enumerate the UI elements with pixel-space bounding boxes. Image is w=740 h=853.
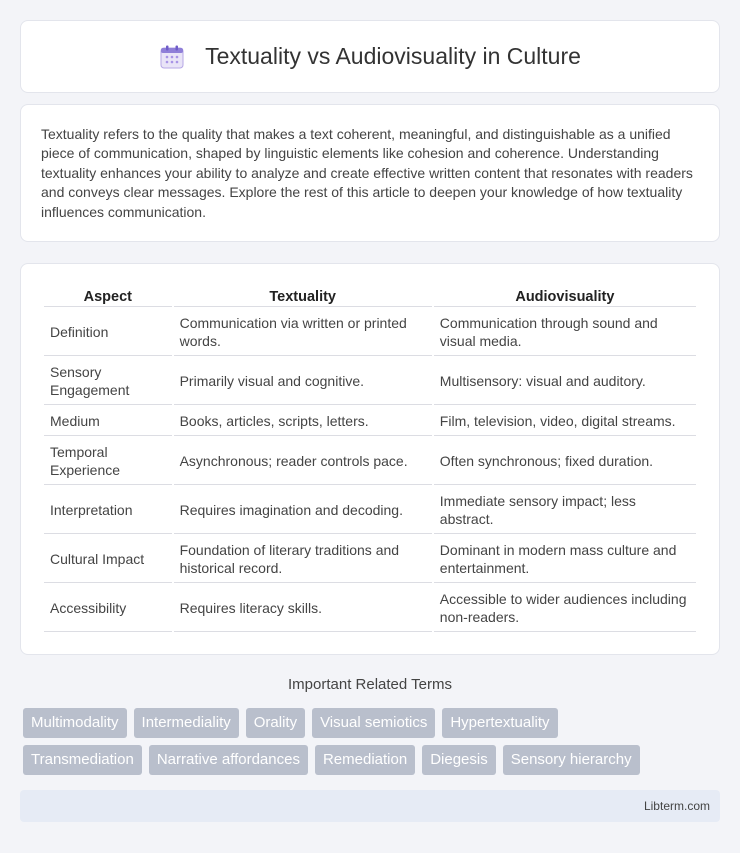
cell-textuality: Foundation of literary traditions and historical record.	[174, 536, 432, 583]
related-terms-heading: Important Related Terms	[288, 676, 452, 693]
cell-audiovisuality: Accessible to wider audiences including non-readers.	[434, 585, 696, 632]
footer-brand-link[interactable]: Libterm.com	[643, 799, 710, 813]
intro-paragraph: Textuality refers to the quality that makes a text coherent, meaningful, and distinguishable as a unified piece of communication, shaped by linguistic elements like cohesion and coherence. Understanding textuality enhances your ability to analyze and create effective written content that resonates with readers and conveys clear messages. Explore the rest of this article to deepen your knowledge of how textuality influences communication.	[41, 126, 693, 220]
table-header-row	[44, 286, 696, 307]
table-row	[44, 407, 696, 436]
cell-audiovisuality: Communication through sound and visual media.	[434, 309, 696, 356]
page-title: Textuality vs Audiovisuality in Culture	[205, 43, 581, 69]
tag-multimodality[interactable]: Multimodality	[23, 708, 127, 738]
tag-transmediation[interactable]: Transmediation	[23, 745, 142, 775]
cell-textuality: Asynchronous; reader controls pace.	[174, 438, 432, 485]
tag-intermediality[interactable]: Intermediality	[134, 708, 239, 738]
cell-audiovisuality: Immediate sensory impact; less abstract.	[434, 487, 696, 534]
cell-audiovisuality: Often synchronous; fixed duration.	[434, 438, 696, 485]
table-row	[44, 487, 696, 534]
tag-remediation[interactable]: Remediation	[315, 745, 415, 775]
tag-row	[23, 745, 723, 775]
column-header-audiovisuality: Audiovisuality	[434, 286, 696, 307]
tag-sensory-hierarchy[interactable]: Sensory hierarchy	[503, 745, 640, 775]
cell-textuality: Requires literacy skills.	[174, 585, 432, 632]
cell-audiovisuality: Multisensory: visual and auditory.	[434, 358, 696, 405]
table-row	[44, 585, 696, 632]
cell-aspect: Temporal Experience	[44, 438, 172, 485]
cell-aspect: Sensory Engagement	[44, 358, 172, 405]
comparison-table	[42, 284, 698, 634]
tag-hypertextuality[interactable]: Hypertextuality	[442, 708, 557, 738]
cell-aspect: Interpretation	[44, 487, 172, 534]
cell-textuality: Communication via written or printed words.	[174, 309, 432, 356]
tag-row	[23, 708, 723, 738]
table-row	[44, 438, 696, 485]
footer	[20, 790, 720, 822]
tag-visual-semiotics[interactable]: Visual semiotics	[312, 708, 435, 738]
cell-textuality: Books, articles, scripts, letters.	[174, 407, 432, 436]
column-header-textuality: Textuality	[174, 286, 432, 307]
table-row	[44, 536, 696, 583]
header-card	[20, 20, 720, 93]
title-wrap	[159, 43, 581, 70]
cell-aspect: Medium	[44, 407, 172, 436]
table-row	[44, 358, 696, 405]
cell-audiovisuality: Dominant in modern mass culture and entertainment.	[434, 536, 696, 583]
tag-diegesis[interactable]: Diegesis	[422, 745, 496, 775]
intro-card	[20, 104, 720, 242]
comparison-card	[20, 263, 720, 655]
cell-textuality: Primarily visual and cognitive.	[174, 358, 432, 405]
calendar-icon	[159, 44, 185, 70]
related-terms-list	[23, 708, 723, 782]
tag-narrative-affordances[interactable]: Narrative affordances	[149, 745, 308, 775]
table-row	[44, 309, 696, 356]
cell-audiovisuality: Film, television, video, digital streams.	[434, 407, 696, 436]
cell-textuality: Requires imagination and decoding.	[174, 487, 432, 534]
tag-orality[interactable]: Orality	[246, 708, 305, 738]
cell-aspect: Cultural Impact	[44, 536, 172, 583]
column-header-aspect: Aspect	[44, 286, 172, 307]
cell-aspect: Accessibility	[44, 585, 172, 632]
cell-aspect: Definition	[44, 309, 172, 356]
